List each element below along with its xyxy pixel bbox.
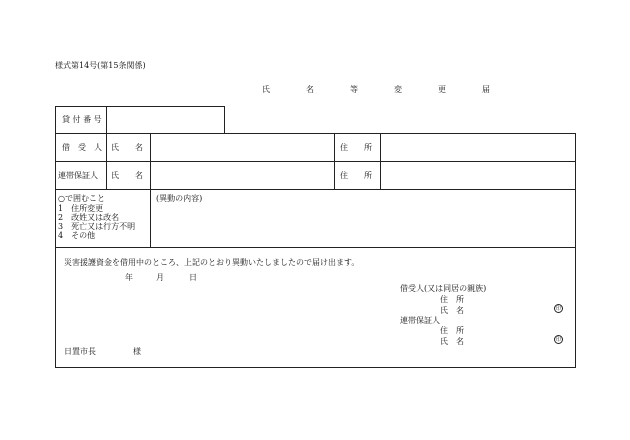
divider xyxy=(150,133,151,248)
change-option[interactable]: 2 改姓又は改名 xyxy=(58,213,120,222)
loan-number-label: 貸 付 番 号 xyxy=(62,115,102,124)
date-day: 日 xyxy=(189,273,197,282)
guarantor-signer-address-label: 住 所 xyxy=(440,326,464,335)
divider xyxy=(380,133,381,189)
honorific: 様 xyxy=(133,347,141,356)
declaration-text: 災害援護資金を借用中のところ、上記のとおり異動いたしましたので届け出ます。 xyxy=(64,258,360,267)
guarantor-label: 連帯保証人 xyxy=(58,171,98,180)
row-divider xyxy=(55,189,576,190)
change-option[interactable]: 3 死亡又は行方不明 xyxy=(58,222,136,231)
divider xyxy=(334,133,335,189)
borrower-label: 借 受 人 xyxy=(62,143,102,152)
seal-mark: 印 xyxy=(555,337,561,343)
borrower-address-label: 住 所 xyxy=(340,143,372,152)
signer-address-label: 住 所 xyxy=(440,295,464,304)
divider xyxy=(106,133,107,189)
change-instruction: ○で囲むこと xyxy=(58,194,105,203)
borrower-name-label: 氏 名 xyxy=(111,143,143,152)
divider xyxy=(106,106,107,134)
page-title: 氏 名 等 変 更 届 xyxy=(262,85,504,94)
form-number: 様式第14号(第15条関係) xyxy=(55,61,146,70)
seal-mark: 印 xyxy=(555,306,561,312)
row-divider xyxy=(55,161,576,162)
guarantor-address-label: 住 所 xyxy=(340,171,372,180)
change-option[interactable]: 1 住所変更 xyxy=(58,204,104,213)
borrower-heading: 借受人(又は同居の親族) xyxy=(400,284,487,293)
date-month: 月 xyxy=(156,273,164,282)
signer-name-label: 氏 名 xyxy=(440,306,464,315)
change-details-label: (異動の内容) xyxy=(156,194,203,203)
recipient: 日置市長 xyxy=(64,347,96,356)
guarantor-name-label: 氏 名 xyxy=(111,171,143,180)
guarantor-signer-name-label: 氏 名 xyxy=(440,337,464,346)
date-year: 年 xyxy=(125,273,133,282)
guarantor-heading: 連帯保証人 xyxy=(400,316,440,325)
change-option[interactable]: 4 その他 xyxy=(58,231,96,240)
